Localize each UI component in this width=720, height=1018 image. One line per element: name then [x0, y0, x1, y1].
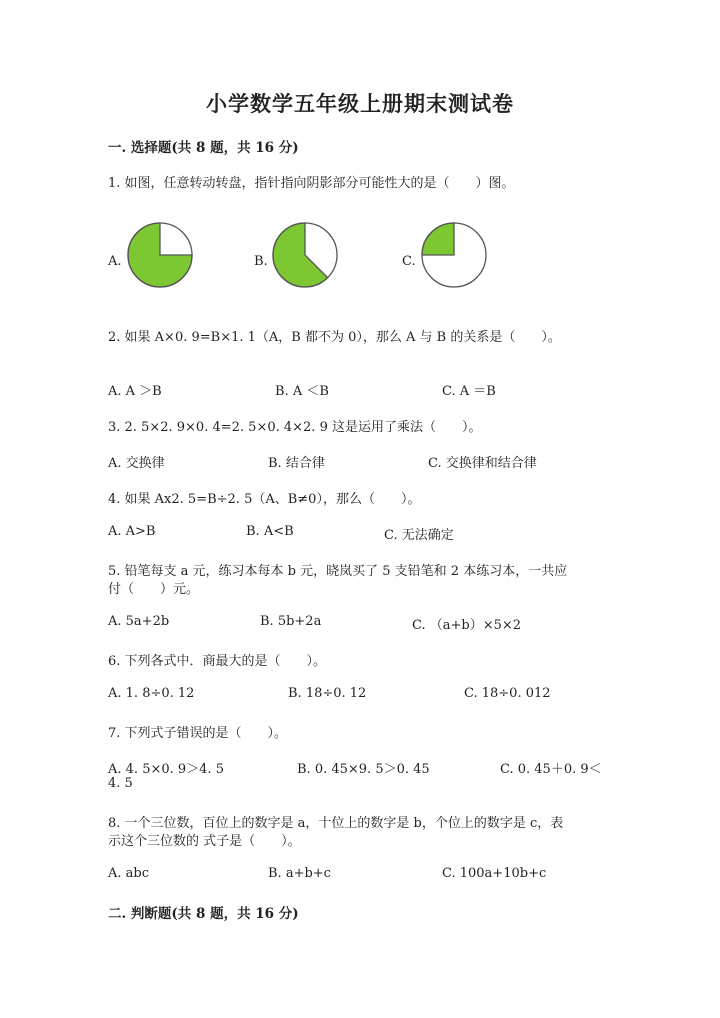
question-5-option-b: B. 5b+2a: [260, 614, 322, 629]
question-3-option-c: C. 交换律和结合律: [428, 456, 537, 471]
page-title: 小学数学五年级上册期末测试卷: [206, 91, 514, 116]
question-4-option-c: C. 无法确定: [384, 528, 454, 543]
question-6-option-b: B. 18÷0. 12: [288, 686, 367, 701]
question-1-option-a-label: A.: [108, 254, 122, 269]
question-5-stem-line-2: 付（ ）元。: [108, 582, 200, 597]
question-1-stem: 1. 如图，任意转动转盘，指针指向阴影部分可能性大的是（ ）图。: [108, 176, 515, 191]
question-7-option-b: B. 0. 45×9. 5＞0. 45: [297, 762, 430, 777]
question-8-stem-line-1: 8. 一个三位数，百位上的数字是 a，十位上的数字是 b，个位上的数字是 c，表: [108, 816, 564, 831]
question-3-option-b: B. 结合律: [268, 456, 325, 471]
question-2-option-c: C. A ＝B: [442, 384, 496, 399]
question-8-option-a: A. abc: [108, 866, 150, 881]
question-3-option-a: A. 交换律: [108, 456, 165, 471]
question-1-pie-c: [419, 220, 489, 290]
question-8-stem-line-2: 示这个三位数的 式子是（ ）。: [108, 834, 301, 849]
question-4-option-b: B. A<B: [246, 524, 294, 539]
question-1-pie-b: [270, 220, 340, 290]
question-6-option-c: C. 18÷0. 012: [464, 686, 551, 701]
question-6-option-a: A. 1. 8÷0. 12: [108, 686, 195, 701]
question-2-option-a: A. A ＞B: [108, 384, 162, 399]
pie-b-shaded-sector: [273, 223, 328, 287]
question-7-stem: 7. 下列式子错误的是（ ）。: [108, 726, 288, 741]
section-heading-choice: 一. 选择题(共 8 题，共 16 分): [108, 140, 299, 156]
question-8-option-b: B. a+b+c: [268, 866, 331, 881]
question-7-option-a: A. 4. 5×0. 9＞4. 5: [108, 762, 224, 777]
question-8-option-c: C. 100a+10b+c: [442, 866, 547, 881]
question-7-option-c: C. 0. 45＋0. 9＜: [500, 762, 602, 777]
question-1-pie-a: [125, 220, 195, 290]
question-5-option-a: A. 5a+2b: [108, 614, 170, 629]
question-5-stem-line-1: 5. 铅笔每支 a 元，练习本每本 b 元，晓岚买了 5 支铅笔和 2 本练习本，一共应: [108, 564, 568, 579]
question-6-stem: 6. 下列各式中．商最大的是（ ）。: [108, 654, 327, 669]
question-4-stem: 4. 如果 Ax2. 5=B÷2. 5（A、B≠0），那么（ ）。: [108, 492, 421, 507]
question-2-option-b: B. A ＜B: [275, 384, 329, 399]
question-4-option-a: A. A>B: [108, 524, 156, 539]
question-1-option-c-label: C.: [402, 254, 416, 269]
question-3-stem: 3. 2. 5×2. 9×0. 4=2. 5×0. 4×2. 9 这是运用了乘法（ ）。: [108, 420, 482, 435]
question-2-stem: 2. 如果 A×0. 9=B×1. 1（A，B 都不为 0），那么 A 与 B 的关系是（ ）。: [108, 330, 561, 345]
question-1-option-b-label: B.: [254, 254, 268, 269]
question-5-option-c: C. （a+b）×5×2: [412, 618, 522, 633]
question-7-option-c-wrap: 4. 5: [108, 776, 133, 791]
section-heading-judgement: 二. 判断题(共 8 题，共 16 分): [108, 906, 299, 922]
